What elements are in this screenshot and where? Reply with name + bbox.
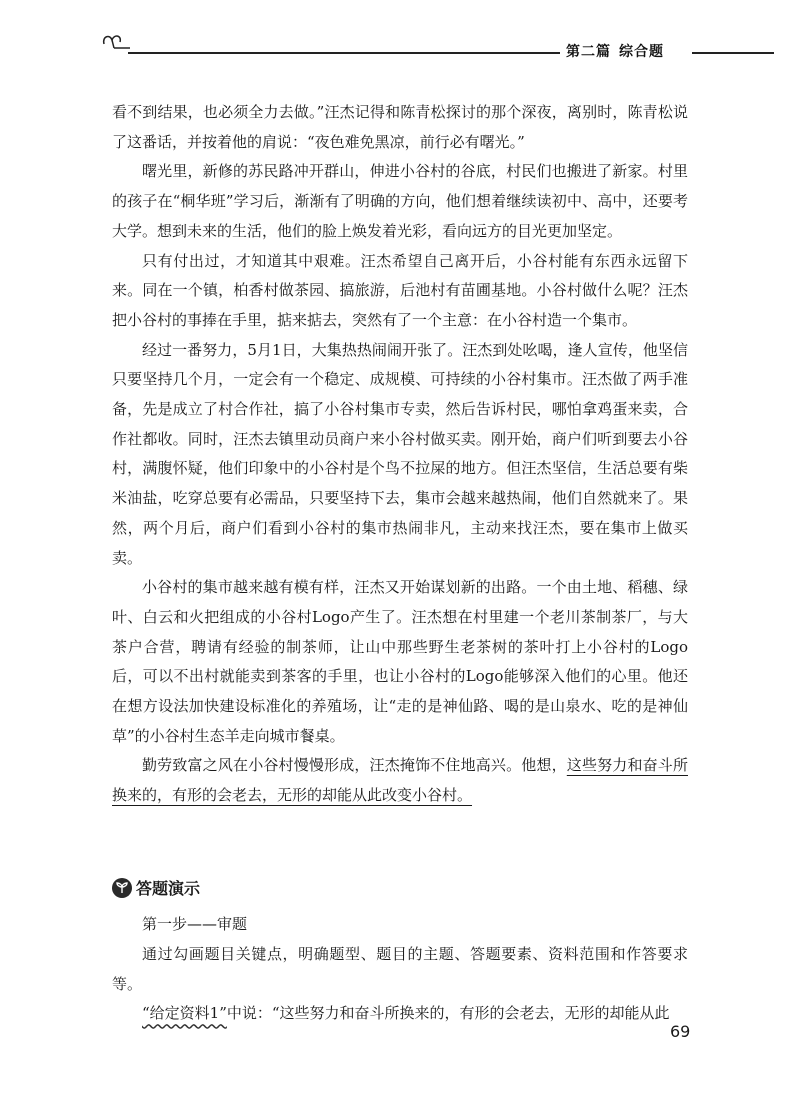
demo-intro: 通过勾画题目关键点，明确题型、题目的主题、答题要素、资料范围和作答要求等。 [112, 945, 688, 993]
demo-text [112, 940, 688, 1029]
header-section: 综合题 [619, 44, 664, 60]
paragraph-3: 只有付出过，才知道其中艰难。汪杰希望自己离开后，小谷村能有东西永远留下来。同在一个镇，柏香村做茶园、搞旅游，后池村有苗圃基地。小谷村做什么呢？汪杰把小谷村的事捧在手里，掂来掂去，突然有了一个主意：在小谷村造一个集市。 [112, 251, 688, 329]
leaf-icon [112, 878, 132, 898]
paragraph-1: 看不到结果，也必须全力去做。”汪杰记得和陈青松探讨的那个深夜，离别时，陈青松说了这番话，并按着他的肩说：“夜色难免黑凉，前行必有曙光。” [112, 103, 688, 151]
sprout-icon [100, 30, 130, 50]
demo-section-heading [112, 876, 200, 899]
underlined-sentence: 这些努力和奋斗所换来的，有形的会老去，无形的却能从此改变小谷村。 [112, 756, 688, 805]
quote-source: “给定资料1” [142, 1004, 227, 1023]
page-header [0, 0, 800, 70]
demo-quote [112, 999, 688, 1029]
page-number: 69 [670, 1022, 691, 1041]
step-title: 第一步——审题 [142, 915, 248, 933]
paragraph-2: 曙光里，新修的苏民路冲开群山，伸进小谷村的谷底，村民们也搬进了新家。村里的孩子在“桐华班”学习后，渐渐有了明确的方向，他们想着继续读初中、高中，还要考大学。想到未来的生活，他们的脸上焕发着光彩，看向远方的目光更加坚定。 [112, 162, 688, 240]
paragraph-6 [112, 751, 688, 810]
paragraph-6-text: 勤劳致富之风在小谷村慢慢形成，汪杰掩饰不住地高兴。他想， [142, 756, 567, 775]
header-title [566, 41, 672, 61]
header-rule-left [128, 52, 560, 54]
quote-rest: 中说：“这些努力和奋斗所换来的，有形的会老去，无形的却能从此 [226, 1004, 670, 1023]
header-part: 第二篇 [566, 44, 611, 60]
paragraph-4: 经过一番努力，5月1日，大集热热闹闹开张了。汪杰到处吆喝，逢人宣传，他坚信只要坚持几个月，一定会有一个稳定、成规模、可持续的小谷村集市。汪杰做了两手准备，先是成立了村合作社，搞了小谷村集市专卖，然后告诉村民，哪怕拿鸡蛋来卖，合作社都收。同时，汪杰去镇里动员商户来小谷村做买卖。刚开始，商户们听到要去小谷村，满腹怀疑，他们印象中的小谷村是个鸟不拉屎的地方。但汪杰坚信，生活总要有柴米油盐，吃穿总要有必需品，只要坚持下去，集市会越来越热闹，他们自然就来了。果然，两个月后，商户们看到小谷村的集市热闹非凡，主动来找汪杰，要在集市上做买卖。 [112, 340, 688, 567]
header-rule-right [692, 52, 774, 54]
body-text [112, 98, 688, 811]
paragraph-5: 小谷村的集市越来越有模有样，汪杰又开始谋划新的出路。一个由土地、稻穗、绿叶、白云和火把组成的小谷村Logo产生了。汪杰想在村里建一个老川茶制茶厂，与大茶户合营，聘请有经验的制茶师，让山中那些野生老茶树的茶叶打上小谷村的Logo后，可以不出村就能卖到茶客的手里，也让小谷村的Logo能够深入他们的心里。他还在想方设法加快建设标准化的养殖场，让“走的是神仙路、喝的是山泉水、吃的是神仙草”的小谷村生态羊走向城市餐桌。 [112, 578, 688, 745]
demo-heading: 答题演示 [136, 879, 201, 898]
